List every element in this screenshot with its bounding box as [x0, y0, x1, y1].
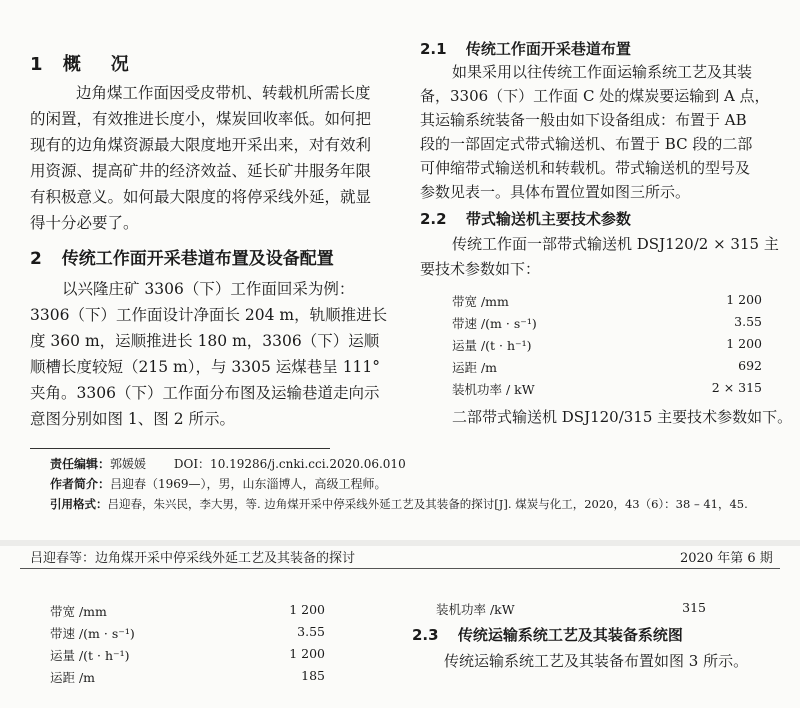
section-2-2-body: [420, 232, 779, 282]
author-info: 吕迎春（1969—），男，山东淄博人，高级工程师。: [110, 477, 387, 491]
param-value: 1 200: [726, 336, 762, 351]
section-2-2-heading: [420, 208, 631, 229]
param-table-1: [452, 292, 762, 402]
section-number: 2: [30, 249, 42, 269]
table-row: [50, 624, 135, 642]
paragraph-line: 得十分必要了。: [30, 214, 139, 232]
param-label: 带宽 /mm: [50, 604, 107, 619]
section-title: 带式输送机主要技术参数: [465, 210, 631, 228]
paragraph-line: 传统工作面一部带式输送机 DSJ120/2 × 315 主: [452, 235, 779, 253]
section-number: 2.1: [420, 40, 447, 58]
paragraph-line: 意图分别如图 1、图 2 所示。: [30, 410, 236, 428]
issue-label: 2020 年第 6 期: [680, 551, 773, 566]
param-value: 3.55: [734, 314, 762, 329]
page-separator: [0, 540, 800, 546]
paragraph-line: 段的一部固定式带式输送机、布置于 BC 段的二部: [420, 135, 753, 153]
param-table-2: [50, 602, 325, 688]
paragraph-line: 边角煤工作面因受皮带机、转载机所需长度: [76, 84, 371, 102]
section-number: 2.3: [412, 626, 439, 644]
doi: DOI：10.19286/j.cnki.cci.2020.06.010: [173, 457, 406, 471]
table-row: [452, 292, 509, 310]
param-value: 3.55: [297, 624, 325, 639]
paragraph-line: 3306（下）工作面设计净面长 204 m，轨顺推进长: [30, 306, 388, 324]
section-2-1-body: [420, 60, 770, 204]
paragraph-line: 顺槽长度较短（215 m），与 3305 运煤巷呈 111°: [30, 358, 381, 376]
editor-name: 郭媛媛: [110, 457, 147, 471]
param-label: 运量 /(t · h⁻¹): [452, 338, 532, 353]
table-row: [50, 668, 95, 686]
param-value: 1 200: [289, 646, 325, 661]
section-title: 传统工作面开采巷道布置及设备配置: [61, 249, 334, 269]
section-2-3-body: 传统运输系统工艺及其装备布置如图 3 所示。: [444, 652, 749, 670]
footnote-divider: [30, 448, 330, 449]
param-label: 带宽 /mm: [452, 294, 509, 309]
paragraph-line: 以兴隆庄矿 3306（下）工作面回采为例：: [62, 280, 355, 298]
param-label: 带速 /(m · s⁻¹): [50, 626, 135, 641]
paragraph-line: 用资源、提高矿井的经济效益、延长矿井服务年限: [30, 162, 372, 180]
table-row: [452, 314, 537, 332]
param-label: 带速 /(m · s⁻¹): [452, 316, 537, 331]
section-title: 传统运输系统工艺及其装备系统图: [457, 626, 683, 644]
param-label: 装机功率 /kW: [436, 602, 515, 617]
param-value: 315: [682, 600, 706, 615]
section-title: 概 况: [62, 54, 135, 75]
paragraph-line: 如果采用以往传统工作面运输系统工艺及其装: [452, 63, 753, 81]
article-metadata: [50, 454, 748, 514]
table-row: [50, 646, 130, 664]
table-row: [452, 336, 532, 354]
section-1-heading: [30, 50, 135, 76]
section-2-1-heading: [420, 38, 631, 59]
paragraph-line: 夹角。3306（下）工作面分布图及运输巷道走向示: [30, 384, 380, 402]
author-label: 作者简介：: [50, 477, 111, 491]
running-title: 吕迎春等：边角煤开采中停采线外延工艺及其装备的探讨: [30, 551, 356, 566]
section-2-3-heading: [412, 624, 683, 645]
param-value: 1 200: [726, 292, 762, 307]
citation-label: 引用格式：: [50, 497, 108, 511]
paragraph-line: 现有的边角煤资源最大限度地开采出来，对有效利: [30, 136, 372, 154]
table-row: [452, 380, 535, 398]
param-label: 运距 /m: [452, 360, 498, 375]
power-row: [436, 600, 706, 618]
header-rule: [20, 568, 780, 569]
param-value: 692: [738, 358, 762, 373]
param-label: 运距 /m: [50, 670, 96, 685]
section-1-body: [30, 80, 371, 236]
section-2-body: [30, 276, 387, 432]
param-value: 1 200: [289, 602, 325, 617]
paragraph-line: 要技术参数如下：: [420, 260, 541, 278]
table-row: [50, 602, 107, 620]
editor-line: [50, 454, 748, 474]
section-number: 2.2: [420, 210, 447, 228]
paragraph-line: 可伸缩带式输送机和转载机。带式输送机的型号及: [420, 159, 751, 177]
citation-text: 吕迎春，朱兴民，李大男，等. 边角煤开采中停采线外延工艺及其装备的探讨[J]. 煤炭与化工，2020，43（6）：38 – 41，45.: [107, 497, 748, 511]
paragraph-line: 其运输系统装备一般由如下设备组成：布置于 AB: [420, 111, 747, 129]
paragraph-line: 参数见表一。具体布置位置如图三所示。: [420, 183, 691, 201]
section-number: 1: [30, 54, 43, 75]
paragraph-line: 的闲置，有效推进长度小，煤炭回收率低。如何把: [30, 110, 372, 128]
editor-label: 责任编辑：: [50, 457, 111, 471]
paragraph-line: 备，3306（下）工作面 C 处的煤炭要运输到 A 点，: [420, 87, 770, 105]
param-label: 装机功率 / kW: [452, 382, 535, 397]
section-2-heading: [30, 244, 334, 269]
param-value: 185: [301, 668, 325, 683]
paragraph-line: 度 360 m，运顺推进长 180 m，3306（下）运顺: [30, 332, 380, 350]
citation-line: [50, 494, 748, 514]
author-line: [50, 474, 748, 494]
param-label: 运量 /(t · h⁻¹): [50, 648, 130, 663]
section-title: 传统工作面开采巷道布置: [465, 40, 631, 58]
param-value: 2 × 315: [711, 380, 762, 395]
after-table-line: 二部带式输送机 DSJ120/315 主要技术参数如下。: [452, 408, 793, 426]
table-row: [452, 358, 497, 376]
paragraph-line: 有积极意义。如何最大限度的将停采线外延，就显: [30, 188, 372, 206]
